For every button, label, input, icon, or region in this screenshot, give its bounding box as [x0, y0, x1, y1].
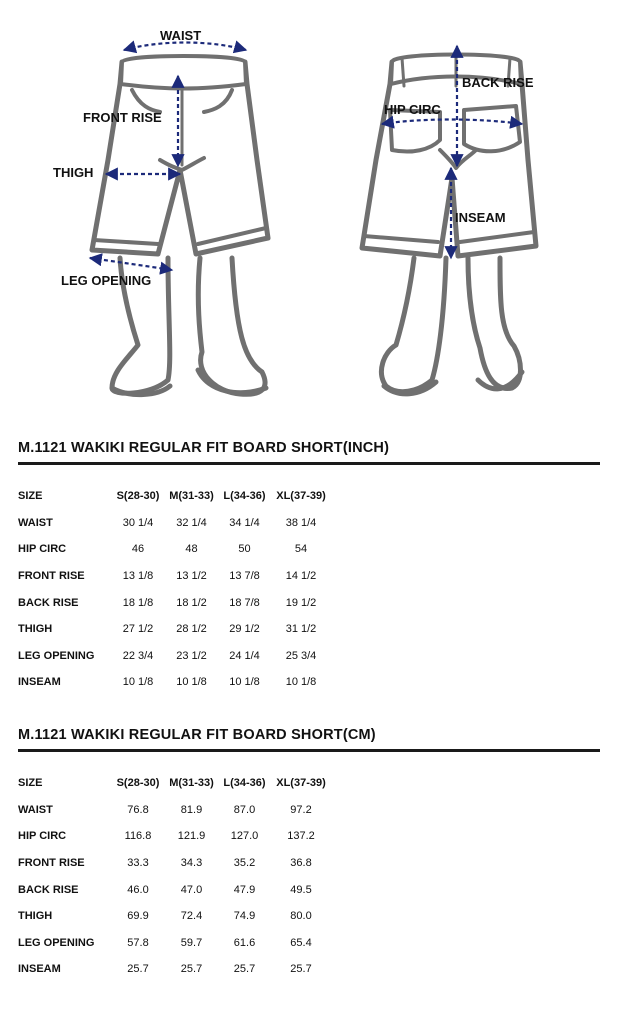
table-cell: 27 1/2 — [122, 623, 154, 636]
table-cell: 14 1/2 — [285, 570, 317, 583]
table-cell: 116.8 — [124, 830, 152, 843]
size-chart-inch-title: M.1121 WAKIKI REGULAR FIT BOARD SHORT(INCH) — [18, 440, 390, 456]
row-label: LEG OPENING — [18, 649, 95, 662]
table-cell: 25.7 — [127, 963, 149, 976]
header-m: M(31-33) — [169, 490, 214, 503]
header-l: L(34-36) — [223, 490, 266, 503]
row-label: LEG OPENING — [18, 936, 95, 949]
label-hip-circ: HIP CIRC — [384, 102, 441, 117]
table-header-row — [18, 483, 330, 510]
table-cell: 46 — [131, 543, 145, 556]
table-row — [18, 669, 330, 696]
table-row — [18, 850, 330, 877]
table-row — [18, 589, 330, 616]
size-table-inch — [18, 483, 330, 696]
table-cell: 121.9 — [177, 830, 206, 843]
size-chart-cm — [18, 727, 600, 983]
table-cell: 18 1/8 — [122, 596, 154, 609]
table-cell: 61.6 — [233, 936, 256, 949]
table-cell: 54 — [294, 543, 308, 556]
table-cell: 35.2 — [233, 857, 256, 870]
header-l: L(34-36) — [223, 777, 266, 790]
header-s: S(28-30) — [116, 777, 160, 790]
row-label: FRONT RISE — [18, 857, 85, 870]
table-cell: 10 1/8 — [229, 676, 260, 689]
table-cell: 34 1/4 — [229, 516, 260, 529]
label-front-rise: FRONT RISE — [83, 110, 162, 125]
table-cell: 127.0 — [230, 830, 259, 843]
table-cell: 29 1/2 — [229, 623, 260, 636]
table-cell: 23 1/2 — [176, 649, 207, 662]
table-cell: 25.7 — [180, 963, 203, 976]
row-label: INSEAM — [18, 676, 61, 689]
size-table-cm — [18, 770, 330, 983]
table-cell: 18 7/8 — [229, 596, 260, 609]
table-cell: 74.9 — [233, 910, 256, 923]
table-cell: 36.8 — [290, 857, 312, 870]
table-cell: 25.7 — [233, 963, 256, 976]
header-xl: XL(37-39) — [276, 490, 326, 503]
row-label: FRONT RISE — [18, 570, 85, 583]
table-cell: 10 1/8 — [285, 676, 317, 689]
table-row — [18, 510, 330, 537]
table-cell: 47.0 — [180, 883, 203, 896]
table-cell: 38 1/4 — [285, 516, 317, 529]
front-view-shorts — [92, 56, 268, 395]
label-back-rise: BACK RISE — [462, 75, 534, 90]
table-cell: 18 1/2 — [176, 596, 207, 609]
table-row — [18, 823, 330, 850]
table-cell: 65.4 — [290, 936, 312, 949]
table-cell: 24 1/4 — [229, 649, 260, 662]
divider — [18, 462, 600, 465]
header-xl: XL(37-39) — [276, 777, 326, 790]
label-leg-opening: LEG OPENING — [61, 273, 152, 288]
table-cell: 47.9 — [233, 883, 256, 896]
table-cell: 10 1/8 — [176, 676, 207, 689]
table-cell: 19 1/2 — [285, 596, 317, 609]
table-cell: 22 3/4 — [122, 649, 154, 662]
table-cell: 28 1/2 — [176, 623, 207, 636]
table-cell: 13 1/8 — [122, 570, 154, 583]
table-row — [18, 643, 330, 670]
row-label: HIP CIRC — [18, 830, 67, 843]
table-cell: 57.8 — [127, 936, 149, 949]
label-waist: WAIST — [160, 28, 202, 43]
table-row — [18, 536, 330, 563]
table-cell: 13 1/2 — [176, 570, 207, 583]
header-size: SIZE — [18, 490, 43, 503]
header-size: SIZE — [18, 777, 43, 790]
row-label: HIP CIRC — [18, 543, 67, 556]
table-row — [18, 563, 330, 590]
table-row — [18, 616, 330, 643]
table-header-row — [18, 770, 330, 797]
table-cell: 13 7/8 — [229, 570, 260, 583]
table-cell: 59.7 — [180, 936, 203, 949]
table-cell: 81.9 — [180, 803, 203, 816]
table-cell: 31 1/2 — [285, 623, 317, 636]
table-row — [18, 876, 330, 903]
table-row — [18, 797, 330, 824]
table-cell: 33.3 — [127, 857, 149, 870]
table-cell: 137.2 — [287, 830, 315, 843]
table-cell: 69.9 — [127, 910, 149, 923]
table-cell: 50 — [238, 543, 251, 556]
row-label: BACK RISE — [18, 596, 79, 609]
label-inseam: INSEAM — [455, 210, 506, 225]
table-row — [18, 956, 330, 983]
header-m: M(31-33) — [169, 777, 214, 790]
table-cell: 10 1/8 — [122, 676, 154, 689]
table-cell: 49.5 — [290, 883, 312, 896]
table-cell: 32 1/4 — [176, 516, 207, 529]
table-cell: 76.8 — [127, 803, 149, 816]
row-label: THIGH — [18, 910, 53, 923]
header-s: S(28-30) — [116, 490, 160, 503]
label-thigh: THIGH — [53, 165, 94, 180]
table-cell: 72.4 — [180, 910, 203, 923]
size-chart-inch — [18, 440, 600, 696]
table-cell: 30 1/4 — [122, 516, 154, 529]
row-label: BACK RISE — [18, 883, 79, 896]
row-label: INSEAM — [18, 963, 61, 976]
measurement-diagram — [0, 0, 617, 410]
size-chart-cm-title: M.1121 WAKIKI REGULAR FIT BOARD SHORT(CM) — [18, 727, 376, 743]
table-row — [18, 903, 330, 930]
row-label: WAIST — [18, 516, 53, 529]
table-row — [18, 930, 330, 957]
table-cell: 25.7 — [290, 963, 312, 976]
table-cell: 87.0 — [233, 803, 256, 816]
divider — [18, 749, 600, 752]
row-label: THIGH — [18, 623, 53, 636]
table-cell: 34.3 — [180, 857, 203, 870]
table-cell: 97.2 — [290, 803, 312, 816]
table-cell: 25 3/4 — [285, 649, 317, 662]
table-cell: 46.0 — [127, 883, 149, 896]
table-cell: 48 — [185, 543, 198, 556]
table-cell: 80.0 — [290, 910, 312, 923]
row-label: WAIST — [18, 803, 53, 816]
waist-arrow — [124, 43, 246, 51]
